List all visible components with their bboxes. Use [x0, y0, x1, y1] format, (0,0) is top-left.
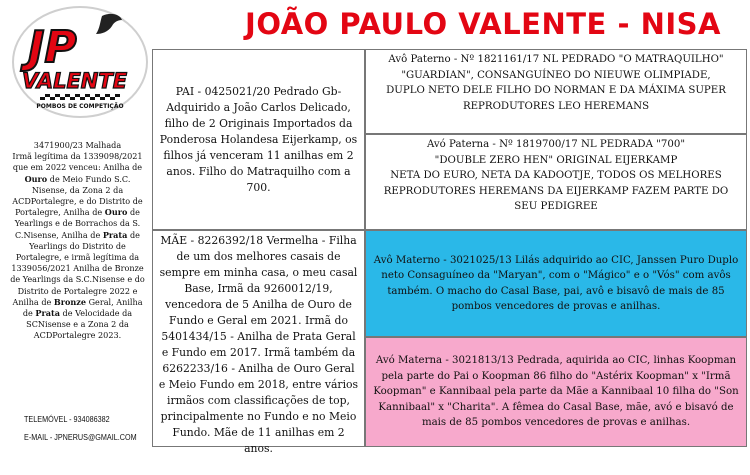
- maternal-grandmother-text: Avó Materna - 3021813/13 Pedrada, aquirida ao CIC, linhas Koopman pela parte do Pai o Koopman 86 filho do "Astérix Koopman" x "Irmã Koopman" e Kannibaal pela parte da Mãe a Kannibaal 10 filha do "Son Kannibaal" x "Charita". A fêmea do Casal Base, mãe, avó e bisavó de mais de 85 pombos vencedores de provas e anilhas.: [373, 355, 739, 429]
- maternal-grandfather-text: Avô Materno - 3021025/13 Lilás adquirido ao CIC, Janssen Puro Duplo neto Consaguíneo da "Maryan", com o "Mágico" e o "Vós" com avôs também. O macho do Casal Base, pai, avô e bisavô de mais de 85 pombos vencedores de provas e anilhas.: [373, 254, 739, 312]
- contact-email: E-MAIL - JPNERUS@GMAIL.COM: [24, 432, 137, 442]
- contact-info: [24, 410, 152, 454]
- pigeon-info: 3471900/23 Malhada Irmã legítima da 1339098/2021 que em 2022 venceu: Anilha de Ouro de Meio Fundo S.C. Nisense, da Zona 2 da ACDPortalegre, e do Distrito de Portalegre, Anilha de Ouro de Yearlings e de Borrachos da S. C.Nisense, Anilha de Prata de Yearlings do Distrito de Portalegre, e irmã legítima da 1339056/2021 Anilha de Bronze de Yearlings da S.C.Nisense e do Distrito de Portalegre 2022 e Anilha de Bronze Geral, Anilha de Prata de Velocidade da SCNisense e a Zona 2 da ACDPortalegre 2023.: [10, 140, 145, 341]
- page-title: JOÃO PAULO VALENTE - NISA: [245, 7, 721, 41]
- father-text: PAI - 0425021/20 Pedrado Gb- Adquirido a João Carlos Delicado, filho de 2 Originais Importados da Ponderosa Holandesa Eijerkamp, os filhos já venceram 11 anilhas em 2 anos. Filho do Matraquilho com a 700.: [159, 84, 358, 194]
- logo-tagline: POMBOS DE COMPETIÇÃO: [36, 103, 124, 110]
- logo-line2: VALENTE: [22, 69, 128, 93]
- mother-text: MÃE - 8226392/18 Vermelha - Filha de um dos melhores casais de sempre em minha casa, o meu casal Base, Irmã da 9260012/19, vencedora de 5 Anilha de Ouro de Fundo e Geral em 2021. Irmã do 5401434/15 - Anilha de Prata Geral e Fundo em 2017. Irmã também da 6262233/16 - Anilha de Ouro Geral e Meio Fundo em 2018, entre vários irmãos com classificações de top, principalmente no Fundo e no Meio Fundo. Mãe de 11 anilhas em 2 anos.: [158, 234, 359, 455]
- paternal-grandfather-box: Avô Paterno - Nº 1821161/17 NL PEDRADO "O MATRAQUILHO" "GUARDIAN", CONSANGUÍNEO DO NIEUWE OLIMPIADE, DUPLO NETO DELE FILHO DO NORMAN E DA MÁXIMA SUPER REPRODUTORES LEO HEREMANS: [365, 49, 747, 134]
- mother-box: [152, 230, 365, 455]
- father-box: [152, 49, 365, 230]
- maternal-grandfather-box: [365, 230, 747, 337]
- logo-line1: JP: [28, 22, 77, 73]
- contact-phone: TELEMÓVEL - 934086382: [24, 414, 110, 424]
- maternal-grandmother-box: [365, 337, 747, 447]
- paternal-grandmother-box: Avó Paterna - Nº 1819700/17 NL PEDRADA "700" "DOUBLE ZERO HEN" ORIGINAL EIJERKAMP NETA DO EURO, NETA DA KADOOTJE, TODOS OS MELHORES REPRODUTORES HEREMANS DA EIJERKAMP FAZEM PARTE DO SEU PEDIGREE: [365, 134, 747, 230]
- jp-valente-logo: [10, 4, 150, 120]
- logo-graphic: [10, 4, 150, 120]
